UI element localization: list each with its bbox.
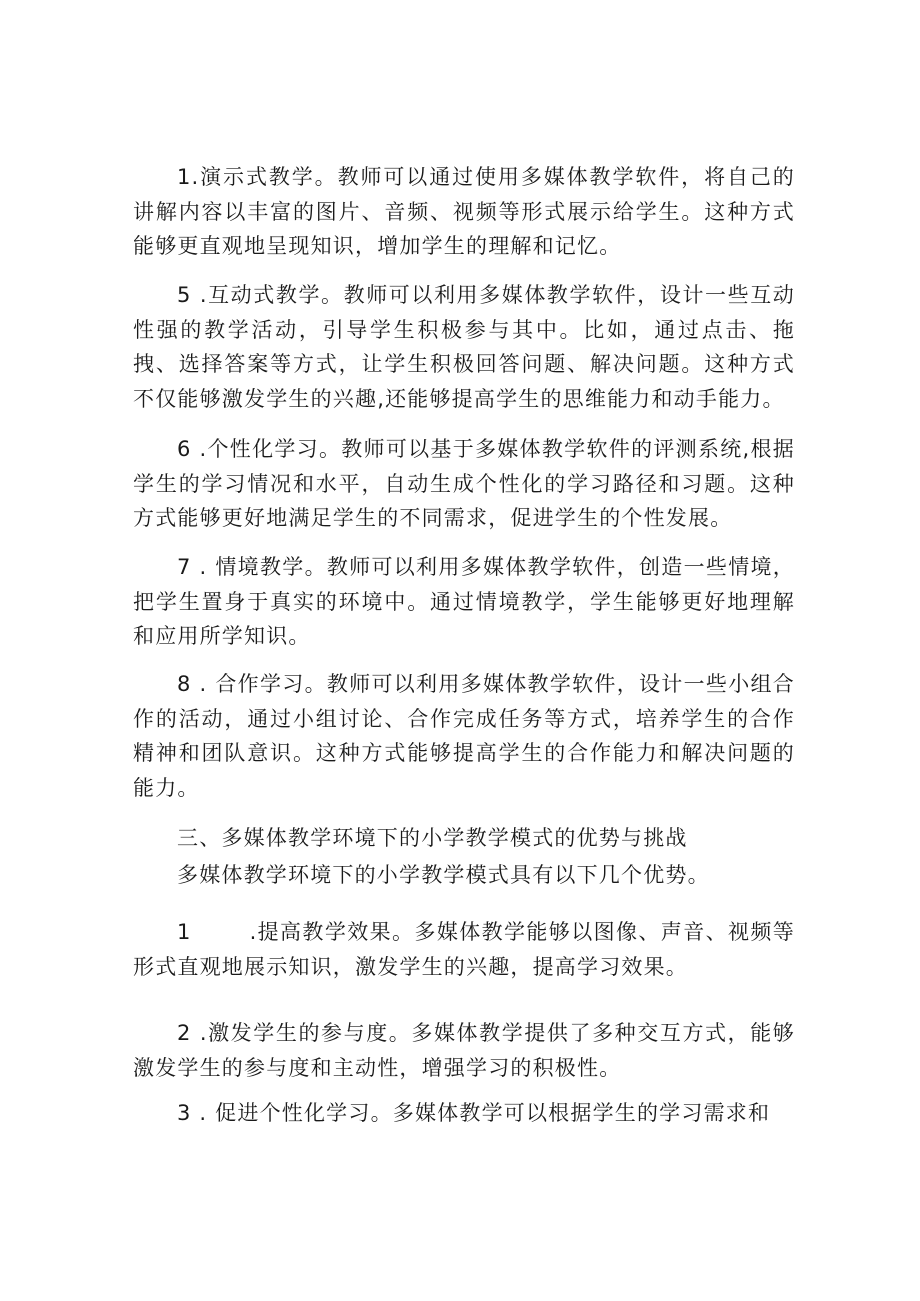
advantage-number-1: 1 (177, 920, 192, 944)
section-intro: 多媒体教学环境下的小学教学模式具有以下几个优势。 (177, 863, 710, 887)
advantage-text-1: .提高教学效果。多媒体教学能够以图像、声音、视频等形式直观地展示知识，激发学生的兴趣，提高学习效果。 (133, 920, 795, 979)
advantage-item-1 (133, 915, 795, 984)
advantage-item-3: 3 . 促进个性化学习。多媒体教学可以根据学生的学习需求和 (177, 1101, 771, 1125)
section-heading: 三、多媒体教学环境下的小学教学模式的优势与挑战 (177, 826, 688, 850)
advantage-item-2: 2 .激发学生的参与度。多媒体教学提供了多种交互方式，能够激发学生的参与度和主动性，增强学习的积极性。 (133, 1021, 795, 1080)
paragraph-personalized-learning: 6 .个性化学习。教师可以基于多媒体教学软件的评测系统,根据学生的学习情况和水平，自动生成个性化的学习路径和习题。这种方式能够更好地满足学生的不同需求，促进学生的个性发展。 (133, 437, 795, 530)
paragraph-situational-teaching: 7 . 情境教学。教师可以利用多媒体教学软件，创造一些情境，把学生置身于真实的环境中。通过情境教学，学生能够更好地理解和应用所学知识。 (133, 555, 795, 648)
paragraph-interactive-teaching: 5 .互动式教学。教师可以利用多媒体教学软件，设计一些互动性强的教学活动，引导学生积极参与其中。比如，通过点击、拖拽、选择答案等方式，让学生积极回答问题、解决问题。这种方式不仅能够激发学生的兴趣,还能够提高学生的思维能力和动手能力。 (133, 283, 795, 411)
paragraph-cooperative-learning: 8 . 合作学习。教师可以利用多媒体教学软件，设计一些小组合作的活动，通过小组讨论、合作完成任务等方式，培养学生的合作精神和团队意识。这种方式能够提高学生的合作能力和解决问题的能力。 (133, 672, 795, 800)
paragraph-presentation-teaching: 1.演示式教学。教师可以通过使用多媒体教学软件，将自己的讲解内容以丰富的图片、音频、视频等形式展示给学生。这种方式能够更直观地呈现知识，增加学生的理解和记忆。 (133, 165, 795, 258)
